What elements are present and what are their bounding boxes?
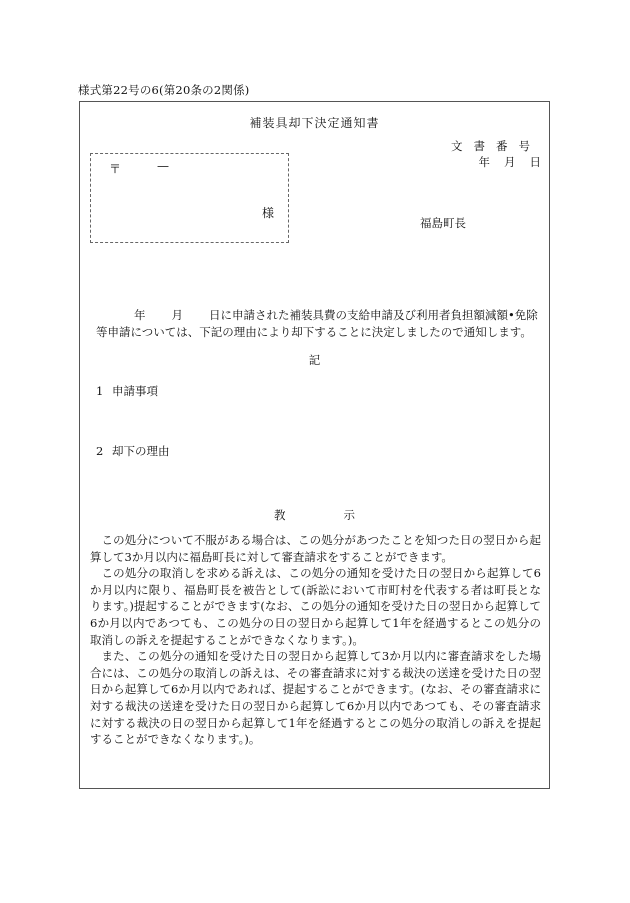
issuer-mayor: 福島町長 xyxy=(420,216,466,230)
postal-mark: 〒 xyxy=(109,162,122,176)
intro-month: 月 xyxy=(171,308,183,322)
date-month: 月 xyxy=(504,155,516,169)
intro-year: 年 xyxy=(134,308,146,322)
appeal-notice xyxy=(90,532,541,748)
kyouji-heading: 教示 xyxy=(274,508,413,522)
document-number-label: 文書番号 xyxy=(451,139,541,153)
document-date xyxy=(465,154,542,170)
postal-code-dash: — xyxy=(157,159,169,173)
item-application-matter xyxy=(96,383,158,399)
item-number: 2 xyxy=(96,444,104,458)
notice-paragraph: この処分の取消しを求める訴えは、この処分の通知を受けた日の翌日から起算して6か月以内に限り、福島町長を被告として(訴訟において市町村を代表する者は町長となります。)提起することができます(なお、この処分の通知を受けた日の翌日から起算して6か月以内であつても、この処分の日の翌日から起算して1年を経過するとこの処分の取消しの訴えを提起することができなくなります。)。 xyxy=(90,566,541,647)
recipient-address-box xyxy=(90,153,289,243)
intro-text: 日に申請された補装具費の支給申請及び利用者負担額減額•免除等申請については、下記の理由により却下することに決定しましたので通知します。 xyxy=(96,308,538,339)
date-day: 日 xyxy=(529,155,541,169)
notice-paragraph: この処分について不服がある場合は、この処分があつたことを知つた日の翌日から起算して3か月以内に福島町長に対して審査請求をすることができます。 xyxy=(90,533,541,564)
item-rejection-reason xyxy=(96,443,170,459)
intro-paragraph xyxy=(96,307,539,341)
recipient-honorific: 様 xyxy=(261,206,274,220)
ki-heading: 記 xyxy=(308,353,321,367)
item-label: 却下の理由 xyxy=(112,444,170,458)
document-title: 補装具却下決定通知書 xyxy=(249,116,380,130)
form-number: 様式第22号の6(第20条の2関係) xyxy=(78,83,250,97)
notice-form xyxy=(79,101,550,789)
item-label: 申請事項 xyxy=(112,384,158,398)
notice-paragraph: また、この処分の通知を受けた日の翌日から起算して3か月以内に審査請求をした場合には、この処分の取消しの訴えは、その審査請求に対する裁決の送達を受けた日の翌日から起算して6か月以内であれば、提起することができます。(なお、その審査請求に対する裁決の送達を受けた日の翌日から起算して6か月以内であつても、その審査請求に対する裁決の日の翌日から起算して1年を経過するとこの処分の取消しの訴えを提起することができなくなります。)。 xyxy=(90,649,541,747)
item-number: 1 xyxy=(96,384,104,398)
date-year: 年 xyxy=(478,155,490,169)
